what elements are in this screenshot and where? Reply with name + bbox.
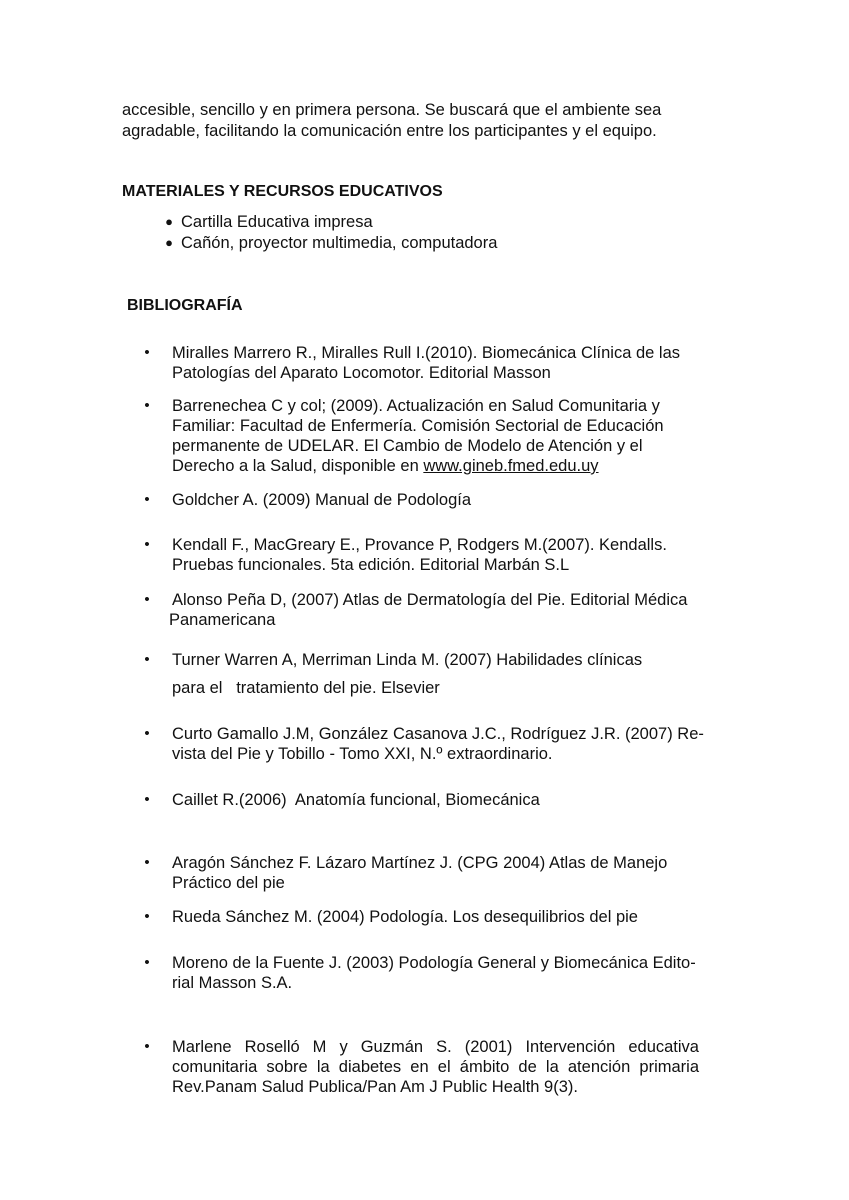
- bullet-icon: •: [144, 397, 150, 414]
- gineb-link[interactable]: www.gineb.fmed.edu.uy: [423, 457, 599, 475]
- bullet-icon: •: [144, 491, 150, 508]
- bullet-icon: •: [144, 651, 150, 668]
- materiales-heading: MATERIALES Y RECURSOS EDUCATIVOS: [122, 183, 443, 200]
- bullet-icon: •: [144, 954, 150, 971]
- reference-item: Moreno de la Fuente J. (2003) Podología General y Biomecánica Edito- rial Masson S.A.: [172, 954, 696, 992]
- bullet-icon: •: [144, 854, 150, 871]
- reference-item: Goldcher A. (2009) Manual de Podología: [172, 491, 472, 509]
- reference-item: Rueda Sánchez M. (2004) Podología. Los desequilibrios del pie: [172, 908, 638, 926]
- reference-item: Curto Gamallo J.M, González Casanova J.C., Rodríguez J.R. (2007) Re- vista del Pie y Tobillo - Tomo XXI, N.º extraordinario.: [172, 725, 704, 763]
- reference-item: Kendall F., MacGreary E., Provance P, Rodgers M.(2007). Kendalls. Pruebas funcionales. 5ta edición. Editorial Marbán S.L: [172, 536, 667, 574]
- reference-item: Turner Warren A, Merriman Linda M. (2007) Habilidades clínicas para el tratamiento del pie. Elsevier: [172, 651, 643, 697]
- reference-item: Marlene Roselló M y Guzmán S. (2001) Intervención educativa comunitaria sobre la diabetes en el ámbito de la atención primaria Rev.Panam Salud Publica/Pan Am J Public Health 9(3).: [172, 1038, 699, 1096]
- bullet-icon: •: [144, 1038, 150, 1055]
- bullet-icon: ●: [165, 214, 173, 229]
- reference-item: Caillet R.(2006) Anatomía funcional, Biomecánica: [172, 791, 540, 809]
- reference-item: Barrenechea C y col; (2009). Actualización en Salud Comunitaria y Familiar: Facultad de Enfermería. Comisión Sectorial de Educación permanente de UDELAR. El Cambio de Modelo de Atención y el Derecho a la Salud, disponible en www.gineb.fmed.edu.uy: [172, 397, 664, 475]
- bullet-icon: •: [144, 908, 150, 925]
- materiales-item: Cañón, proyector multimedia, computadora: [181, 234, 498, 252]
- bullet-icon: •: [144, 536, 150, 553]
- reference-item: Alonso Peña D, (2007) Atlas de Dermatología del Pie. Editorial Médica Panamericana: [169, 591, 688, 629]
- reference-item: Miralles Marrero R., Miralles Rull I.(2010). Biomecánica Clínica de las Patologías del Aparato Locomotor. Editorial Masson: [172, 344, 680, 382]
- bullet-icon: ●: [165, 235, 173, 250]
- bullet-icon: •: [144, 791, 150, 808]
- bibliografia-heading: BIBLIOGRAFÍA: [127, 297, 243, 314]
- paragraph-line: accesible, sencillo y en primera persona. Se buscará que el ambiente sea: [122, 101, 662, 119]
- paragraph-line: agradable, facilitando la comunicación entre los participantes y el equipo.: [122, 122, 657, 140]
- bullet-icon: •: [144, 725, 150, 742]
- bullet-icon: •: [144, 591, 150, 608]
- bullet-icon: •: [144, 344, 150, 361]
- materiales-item: Cartilla Educativa impresa: [181, 213, 373, 231]
- reference-item: Aragón Sánchez F. Lázaro Martínez J. (CPG 2004) Atlas de Manejo Práctico del pie: [172, 854, 668, 892]
